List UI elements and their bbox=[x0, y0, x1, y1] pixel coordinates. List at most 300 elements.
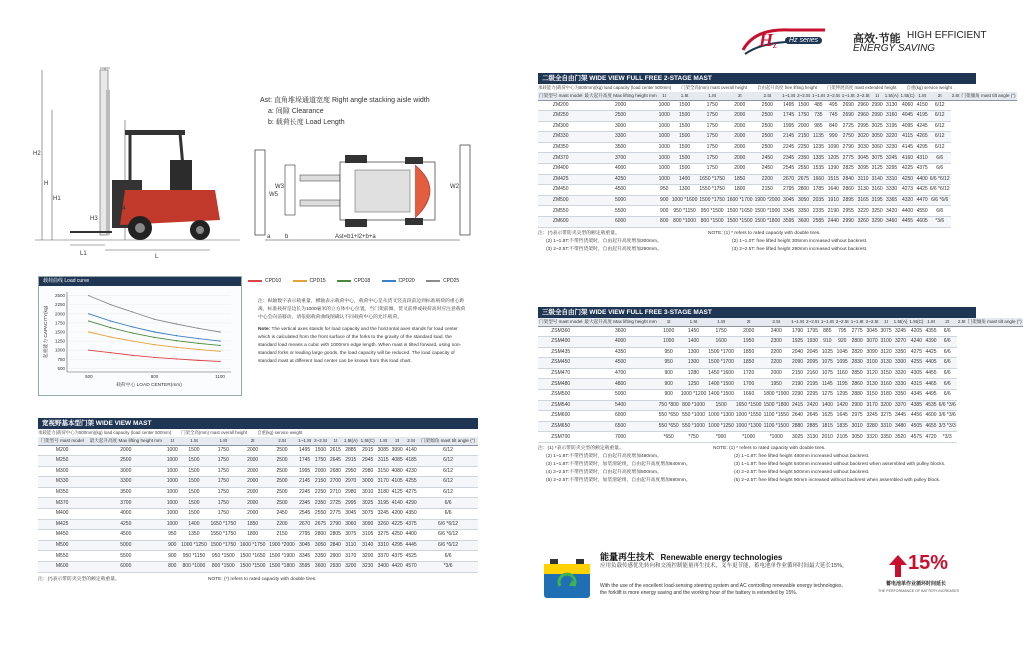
col-header: 2~2.5t bbox=[865, 319, 879, 324]
table-cell: 900 bbox=[165, 551, 179, 562]
table-cell: 3260 bbox=[376, 519, 390, 530]
series-line-cpd15 bbox=[89, 332, 220, 351]
table-cell: 4350 bbox=[583, 347, 657, 358]
table-row bbox=[538, 358, 1023, 369]
table-cell: 1000 bbox=[658, 164, 671, 175]
table-cell: 2775 bbox=[841, 153, 856, 164]
table-row bbox=[38, 540, 478, 551]
table-cell: 900 bbox=[658, 206, 671, 217]
table-cell: 1400 bbox=[820, 400, 835, 411]
table-cell: 6/12 bbox=[418, 477, 478, 488]
three-stage-note-cn-1: 注：(1) *表示带防夹尖型的额定载重量。 bbox=[538, 446, 624, 452]
y-tick-label: 2500 bbox=[54, 293, 65, 299]
col-header: 门架倾角 mast tilt angle (°) bbox=[418, 437, 478, 445]
table-cell: 1500 *1500 bbox=[238, 562, 267, 573]
table-cell: 2450 bbox=[267, 509, 296, 520]
table-cell: M550 bbox=[38, 551, 86, 562]
table-cell: 1300 bbox=[680, 358, 708, 369]
table-cell: 2150 bbox=[313, 477, 329, 488]
table-cell: 2000 bbox=[726, 132, 754, 143]
table-cell: M370 bbox=[38, 498, 86, 509]
table-cell: *900 bbox=[707, 432, 735, 443]
table-cell: 6/6 bbox=[938, 368, 957, 379]
table-cell: 1000 bbox=[658, 111, 671, 122]
table-cell: 2245 bbox=[781, 142, 796, 153]
data-point-cpd18 bbox=[154, 337, 155, 338]
table-cell: 4225 bbox=[900, 164, 916, 175]
table-cell: 6/6 bbox=[938, 347, 957, 358]
table-cell: 1910 bbox=[826, 195, 841, 206]
table-cell: 2500 bbox=[754, 111, 782, 122]
table-cell: 750 *800 bbox=[658, 400, 680, 411]
table-cell: 1100 *1550 bbox=[762, 411, 790, 422]
table-cell: 4655 bbox=[924, 421, 937, 432]
table-cell: 800 *1000 bbox=[671, 217, 699, 228]
table-cell: 4305 bbox=[908, 368, 924, 379]
three-stage-note-en-1: NOTE: (1) * refers to rated capacity with double tires. bbox=[713, 446, 826, 452]
x-tick-label: 1100 bbox=[215, 374, 225, 379]
col-header: 最大起升高度 Max lifting height mm bbox=[584, 93, 657, 98]
table-cell: 1300 bbox=[671, 185, 699, 196]
table-cell: 1145 bbox=[820, 379, 835, 390]
table-cell: 1750 bbox=[707, 326, 735, 337]
table-cell: ZM250 bbox=[538, 111, 583, 122]
two-stage-note-cn-1: 注：(*)表示带防夹尖型的额定载重量。 bbox=[538, 230, 620, 236]
table-cell: 3000 bbox=[86, 466, 165, 477]
table-cell: 1000 *1250 bbox=[179, 540, 208, 551]
table-cell: 1000 bbox=[165, 445, 179, 456]
table-cell: 3000 bbox=[583, 121, 657, 132]
table-cell: 3420 bbox=[884, 206, 900, 217]
table-cell: 1995 bbox=[297, 466, 313, 477]
table-cell: 2500 bbox=[754, 132, 782, 143]
table-cell: 3050 bbox=[850, 432, 865, 443]
table-cell: M350 bbox=[38, 487, 86, 498]
table-cell: M500 bbox=[38, 540, 86, 551]
table-cell: 2670 bbox=[297, 519, 313, 530]
table-cell: 1075 bbox=[820, 358, 835, 369]
table-row bbox=[538, 111, 1017, 122]
table-cell: 6/6 bbox=[938, 326, 957, 337]
table-cell: 3050 bbox=[796, 195, 811, 206]
table-row bbox=[38, 498, 478, 509]
table-cell: 3025 bbox=[871, 121, 884, 132]
table-cell: 2000 bbox=[313, 466, 329, 477]
table-cell: 910 bbox=[820, 337, 835, 348]
table-cell: 5000 bbox=[86, 540, 165, 551]
table-cell: 2160 bbox=[805, 368, 820, 379]
data-point-cpd15 bbox=[110, 336, 111, 337]
wide-mast-section bbox=[38, 418, 478, 584]
three-stage-title: 三级全自由门架 WIDE VIEW FULL FREE 3-STAGE MAST bbox=[538, 307, 976, 318]
table-cell: 1500 *1900 bbox=[754, 206, 782, 217]
table-cell: 2700 bbox=[328, 477, 342, 488]
table-cell: 1750 bbox=[698, 121, 726, 132]
table-cell: 1000 bbox=[658, 100, 671, 111]
table-cell: 3120 bbox=[880, 347, 893, 358]
table-cell: 495 bbox=[826, 100, 841, 111]
table-cell: 2990 bbox=[871, 100, 884, 111]
table-cell: 1000 bbox=[165, 487, 179, 498]
table-cell: M425 bbox=[38, 519, 86, 530]
table-cell: 4570 bbox=[404, 562, 418, 573]
col-header: 门架倾角 mast tilt angle (°) bbox=[961, 93, 1016, 98]
table-cell: 2545 bbox=[297, 509, 313, 520]
table-cell: 3105 bbox=[359, 530, 376, 541]
three-stage-note-en-4: (4) 2~2.5T: free lifted height 500mm increased without backrest. bbox=[734, 470, 870, 476]
table-cell: 4456 bbox=[908, 411, 924, 422]
table-cell: ZM330 bbox=[538, 132, 583, 143]
table-cell: 2000 bbox=[726, 164, 754, 175]
table-cell: 950 bbox=[658, 347, 680, 358]
table-cell: 4505 bbox=[908, 421, 924, 432]
table-cell: 1000 bbox=[165, 498, 179, 509]
table-cell: 4290 bbox=[404, 498, 418, 509]
table-cell: 2980 bbox=[342, 487, 359, 498]
table-cell: 2440 bbox=[826, 217, 841, 228]
table-cell: 4470 bbox=[916, 195, 929, 206]
table-cell: 4200 bbox=[390, 509, 404, 520]
table-cell: 2820 bbox=[850, 347, 865, 358]
table-cell: 4045 bbox=[900, 111, 916, 122]
dim-l: L bbox=[155, 254, 159, 260]
table-cell: 840 bbox=[826, 121, 841, 132]
table-cell: 950 *1150 bbox=[671, 206, 699, 217]
table-cell: 4385 bbox=[908, 400, 924, 411]
wide-mast-title: 宽视野基本型门架 WIDE VIEW MAST bbox=[38, 418, 478, 429]
badge-en: THE PERFORMANCE OF BATTERY INCREASES bbox=[878, 589, 960, 593]
table-cell: 6/12 bbox=[418, 487, 478, 498]
y-tick-label: 2000 bbox=[54, 311, 65, 317]
table-cell: 3030 bbox=[856, 142, 871, 153]
table-cell: 1750 bbox=[698, 142, 726, 153]
table-row bbox=[38, 519, 478, 530]
table-cell: 1645 bbox=[835, 411, 850, 422]
table-cell: 2880 bbox=[790, 421, 805, 432]
table-cell: 3370 bbox=[376, 551, 390, 562]
table-cell: 3090 bbox=[865, 347, 880, 358]
table-cell: 2200 bbox=[754, 174, 782, 185]
table-cell: 2000 bbox=[726, 142, 754, 153]
table-cell: 2500 bbox=[267, 466, 296, 477]
table-cell: 795 bbox=[835, 326, 850, 337]
table-cell: 1000 bbox=[165, 477, 179, 488]
col-header: 门架型号 mast model bbox=[539, 93, 583, 98]
table-cell: 6/6 *3/6 bbox=[938, 400, 957, 411]
table-cell: 1500 bbox=[707, 400, 735, 411]
table-cell: ZM600 bbox=[538, 217, 583, 228]
table-cell: 3165 bbox=[856, 195, 871, 206]
table-row bbox=[538, 195, 1017, 206]
table-cell: 1500 *1800 bbox=[754, 217, 782, 228]
data-point-cpd10 bbox=[219, 361, 220, 362]
table-cell: 1750 bbox=[209, 509, 238, 520]
table-cell: 4245 bbox=[916, 121, 929, 132]
badge-cn: 蓄电池单作业循环时间延长 bbox=[886, 581, 947, 587]
two-stage-note-en-3: (3) 2~2.5T: free lifted height 290mm increased without backrest. bbox=[732, 246, 868, 252]
table-cell: 2775 bbox=[850, 326, 865, 337]
table-cell: 3310 bbox=[884, 174, 900, 185]
table-cell: 2645 bbox=[805, 411, 820, 422]
table-cell: 1450 *1600 bbox=[707, 368, 735, 379]
table-cell: 4800 bbox=[583, 379, 657, 390]
table-cell: 2345 bbox=[297, 498, 313, 509]
table-cell: 3445 bbox=[893, 411, 909, 422]
col-header: 1t bbox=[165, 437, 179, 445]
table-row bbox=[38, 509, 478, 520]
col-header: 2t bbox=[735, 318, 763, 326]
wide-mast-note-cn: 注：(*)表示带防夹尖型的额定载重量。 bbox=[38, 576, 120, 582]
table-cell: 2350 bbox=[796, 153, 811, 164]
renewable-title-en: Renewable energy technologies bbox=[660, 553, 783, 562]
table-cell: 2000 bbox=[238, 445, 267, 456]
table-cell: 4185 bbox=[404, 456, 418, 467]
table-cell: 550 *1000 bbox=[680, 421, 708, 432]
table-cell: 6/12 bbox=[929, 132, 951, 143]
data-point-cpd10 bbox=[198, 360, 199, 361]
table-cell: 2000 bbox=[238, 466, 267, 477]
table-cell: ZSM435 bbox=[538, 347, 583, 358]
table-cell: 3350 bbox=[796, 206, 811, 217]
table-cell: 2670 bbox=[781, 174, 796, 185]
data-point-cpd20 bbox=[88, 313, 89, 314]
col-header: 1.5t bbox=[671, 92, 699, 100]
table-cell: 2800 bbox=[313, 530, 329, 541]
table-cell: 2450 bbox=[754, 164, 782, 175]
table-cell: 3025 bbox=[790, 432, 805, 443]
dim-h3: H3 bbox=[90, 216, 98, 222]
table-cell: ZSM500 bbox=[538, 390, 583, 401]
table-cell: 1400 *1500 bbox=[707, 390, 735, 401]
data-point-cpd10 bbox=[110, 352, 111, 353]
table-cell: 1930 bbox=[805, 337, 820, 348]
table-row bbox=[38, 466, 478, 477]
table-cell: ZM425 bbox=[538, 174, 583, 185]
table-cell: 3600 bbox=[313, 562, 329, 573]
table-cell: 1390 bbox=[826, 164, 841, 175]
group-header-weight: 自重(kg) service weight bbox=[257, 430, 303, 435]
forklift-side-diagram bbox=[30, 60, 250, 260]
table-row bbox=[38, 445, 478, 456]
col-header: 1t bbox=[658, 318, 680, 326]
table-cell: 2300 bbox=[762, 337, 790, 348]
table-cell: 1650 *1500 bbox=[735, 400, 763, 411]
table-cell: 2805 bbox=[328, 530, 342, 541]
table-cell: ZSM700 bbox=[538, 432, 583, 443]
table-cell: 3130 bbox=[805, 432, 820, 443]
table-cell: 4465 bbox=[924, 379, 937, 390]
table-cell: 1500 bbox=[671, 121, 699, 132]
table-cell: 1500 *1800 bbox=[267, 562, 296, 573]
table-cell: 6/6 *6/12 bbox=[929, 185, 951, 196]
table-cell: 1900 *2000 bbox=[754, 195, 782, 206]
table-cell: ZM550 bbox=[538, 206, 583, 217]
up-arrow-icon bbox=[888, 554, 908, 578]
table-row bbox=[538, 174, 1017, 185]
table-cell: 2950 bbox=[342, 466, 359, 477]
table-cell: 1500 *1700 bbox=[707, 347, 735, 358]
table-cell: 3350 bbox=[313, 551, 329, 562]
table-cell: 3045 bbox=[342, 509, 359, 520]
table-cell: 3130 bbox=[880, 358, 893, 369]
table-cell: 950 bbox=[658, 358, 680, 369]
table-cell: 3245 bbox=[376, 509, 390, 520]
table-cell: 3250 bbox=[871, 206, 884, 217]
table-cell: 1750 bbox=[698, 164, 726, 175]
table-cell: 3295 bbox=[884, 164, 900, 175]
slogan-cn: 高效·节能 bbox=[853, 33, 901, 45]
table-cell: 1500 bbox=[671, 111, 699, 122]
table-cell: 6/6 bbox=[418, 498, 478, 509]
col-header: 1t bbox=[880, 318, 893, 326]
table-cell: 800 *1500 bbox=[209, 562, 238, 573]
table-cell: 4355 bbox=[924, 326, 937, 337]
table-cell: 3180 bbox=[376, 487, 390, 498]
table-cell: 3160 bbox=[884, 111, 900, 122]
table-row bbox=[38, 456, 478, 467]
col-header: 2t bbox=[390, 437, 404, 445]
table-cell: 4145 bbox=[900, 142, 916, 153]
table-cell: 4495 bbox=[924, 390, 937, 401]
table-row bbox=[538, 390, 1023, 401]
table-cell: 1500 bbox=[179, 487, 208, 498]
dim-w5: W5 bbox=[269, 192, 278, 198]
table-cell: 900 bbox=[658, 379, 680, 390]
table-cell: 1500 bbox=[671, 142, 699, 153]
table-cell: 1000 bbox=[658, 142, 671, 153]
table-cell: 2000 bbox=[238, 456, 267, 467]
table-cell: 950 *1500 bbox=[698, 206, 726, 217]
table-cell: 7000 bbox=[583, 432, 657, 443]
table-cell: 1700 bbox=[735, 379, 763, 390]
two-stage-note-cn-2: (2) 1~1.8T:不带挡货架时，自由起升高度增加300mm。 bbox=[546, 238, 662, 244]
table-cell: 2980 bbox=[359, 466, 376, 477]
table-cell: 2750 bbox=[841, 132, 856, 143]
table-cell: 6/12 bbox=[418, 456, 478, 467]
y-axis-label: 起重能力 CAPACITY(kg) bbox=[44, 305, 49, 359]
table-cell: 3125 bbox=[871, 164, 884, 175]
table-cell: 2105 bbox=[835, 432, 850, 443]
table-cell: 1550 *1750 bbox=[698, 185, 726, 196]
table-cell: 4000 bbox=[86, 509, 165, 520]
table-cell: 2000 bbox=[86, 445, 165, 456]
table-cell: 6/6 bbox=[938, 390, 957, 401]
table-cell: 1500 bbox=[313, 445, 329, 456]
table-cell: 745 bbox=[826, 111, 841, 122]
col-header: 2t bbox=[938, 318, 957, 326]
table-cell: 3595 bbox=[297, 562, 313, 573]
table-cell: 4455 bbox=[924, 368, 937, 379]
table-cell: 4345 bbox=[908, 390, 924, 401]
table-cell: 3010 bbox=[850, 421, 865, 432]
table-cell: 3200 bbox=[359, 551, 376, 562]
table-cell: 1420 bbox=[835, 400, 850, 411]
table-cell: 2640 bbox=[790, 411, 805, 422]
data-point-cpd15 bbox=[219, 351, 220, 352]
table-cell: 800 *1000 bbox=[179, 562, 208, 573]
table-cell: 2090 bbox=[790, 358, 805, 369]
table-cell: 1500 bbox=[671, 164, 699, 175]
table-cell: 1000 bbox=[658, 132, 671, 143]
dim-a: a bbox=[267, 234, 271, 240]
table-cell: 2990 bbox=[841, 217, 856, 228]
table-cell: 3275 bbox=[376, 530, 390, 541]
data-point-cpd25 bbox=[219, 331, 220, 332]
table-cell: 1000 bbox=[165, 466, 179, 477]
curve-note-cn: 注：纵轴数字表示载重量，横轴表示载荷中心，载荷中心是从货叉竖直段前边到标准载荷的重心距离，标准载荷是边长为1000毫米的立方体中心位置。当门架前倾、货叉前伸或载荷高时应注意载荷中心会向前移动，请依据载荷曲线图确认不同载荷中心的允许载荷。 bbox=[258, 299, 466, 320]
table-cell: 4350 bbox=[404, 509, 418, 520]
dim-b: b bbox=[285, 234, 289, 240]
table-cell: 3130 bbox=[884, 100, 900, 111]
table-cell: 1660 bbox=[811, 174, 826, 185]
table-cell: M600 bbox=[38, 562, 86, 573]
table-cell: 3300 bbox=[893, 358, 909, 369]
table-cell: 2850 bbox=[850, 368, 865, 379]
table-cell: 3045 bbox=[856, 153, 871, 164]
table-cell: 4060 bbox=[900, 100, 916, 111]
table-cell: 2885 bbox=[805, 421, 820, 432]
table-cell: 2245 bbox=[297, 487, 313, 498]
table-cell: 1835 bbox=[835, 421, 850, 432]
table-cell: 6/12 bbox=[929, 121, 951, 132]
col-header: 2.5t bbox=[267, 437, 296, 445]
data-point-cpd15 bbox=[198, 349, 199, 350]
table-cell: 4250 bbox=[390, 530, 404, 541]
three-stage-section bbox=[538, 307, 1022, 489]
table-cell: 6/6 bbox=[418, 509, 478, 520]
table-cell: 5000 bbox=[583, 390, 657, 401]
table-cell: 735 bbox=[811, 111, 826, 122]
data-point-cpd25 bbox=[176, 323, 177, 324]
renewable-text-en: With the use of the excellent load-sensing steering system and AC controlling renewable energy technologies, the forklift is more energy saving and the working hour of the battery is extended by 15%. bbox=[600, 583, 843, 596]
table-cell: 1950 bbox=[762, 379, 790, 390]
table-cell: 2915 bbox=[342, 456, 359, 467]
table-row bbox=[538, 421, 1023, 432]
load-length-text: b: 载荷长度 Load Length bbox=[268, 119, 345, 126]
table-cell: 1500 bbox=[179, 477, 208, 488]
table-cell: 6/6 *6/12 bbox=[418, 519, 478, 530]
table-cell: 2970 bbox=[342, 477, 359, 488]
table-cell: ZSM400 bbox=[538, 337, 583, 348]
two-stage-note-en-1: NOTE: (1) * refers to rated capacity with double tires. bbox=[708, 230, 821, 236]
two-stage-table bbox=[538, 84, 1017, 228]
table-cell: 950 *1150 bbox=[179, 551, 208, 562]
load-curve-chart bbox=[39, 286, 241, 394]
group-header-height: 门架全高(mm) mast overall height bbox=[181, 430, 248, 435]
table-row bbox=[538, 206, 1017, 217]
table-cell: 1640 bbox=[826, 185, 841, 196]
table-cell: 2725 bbox=[328, 498, 342, 509]
table-cell: 3115 bbox=[376, 456, 390, 467]
table-cell: ZSM650 bbox=[538, 421, 583, 432]
table-cell: 2675 bbox=[796, 174, 811, 185]
table-cell: 6000 bbox=[583, 217, 657, 228]
table-cell: 4085 bbox=[390, 456, 404, 467]
table-row bbox=[538, 326, 1023, 337]
table-cell: 1850 bbox=[238, 519, 267, 530]
table-cell: 2000 bbox=[238, 487, 267, 498]
table-cell: 4250 bbox=[583, 174, 657, 185]
table-cell: 1815 bbox=[820, 421, 835, 432]
table-cell: 4425 bbox=[916, 185, 929, 196]
table-cell: 4230 bbox=[404, 466, 418, 477]
table-cell: 2500 bbox=[267, 445, 296, 456]
table-cell: 990 bbox=[826, 132, 841, 143]
data-point-cpd18 bbox=[198, 343, 199, 344]
dim-h: H bbox=[44, 181, 49, 187]
table-row bbox=[538, 100, 1017, 111]
table-cell: 3/3 *3/3 bbox=[938, 421, 957, 432]
